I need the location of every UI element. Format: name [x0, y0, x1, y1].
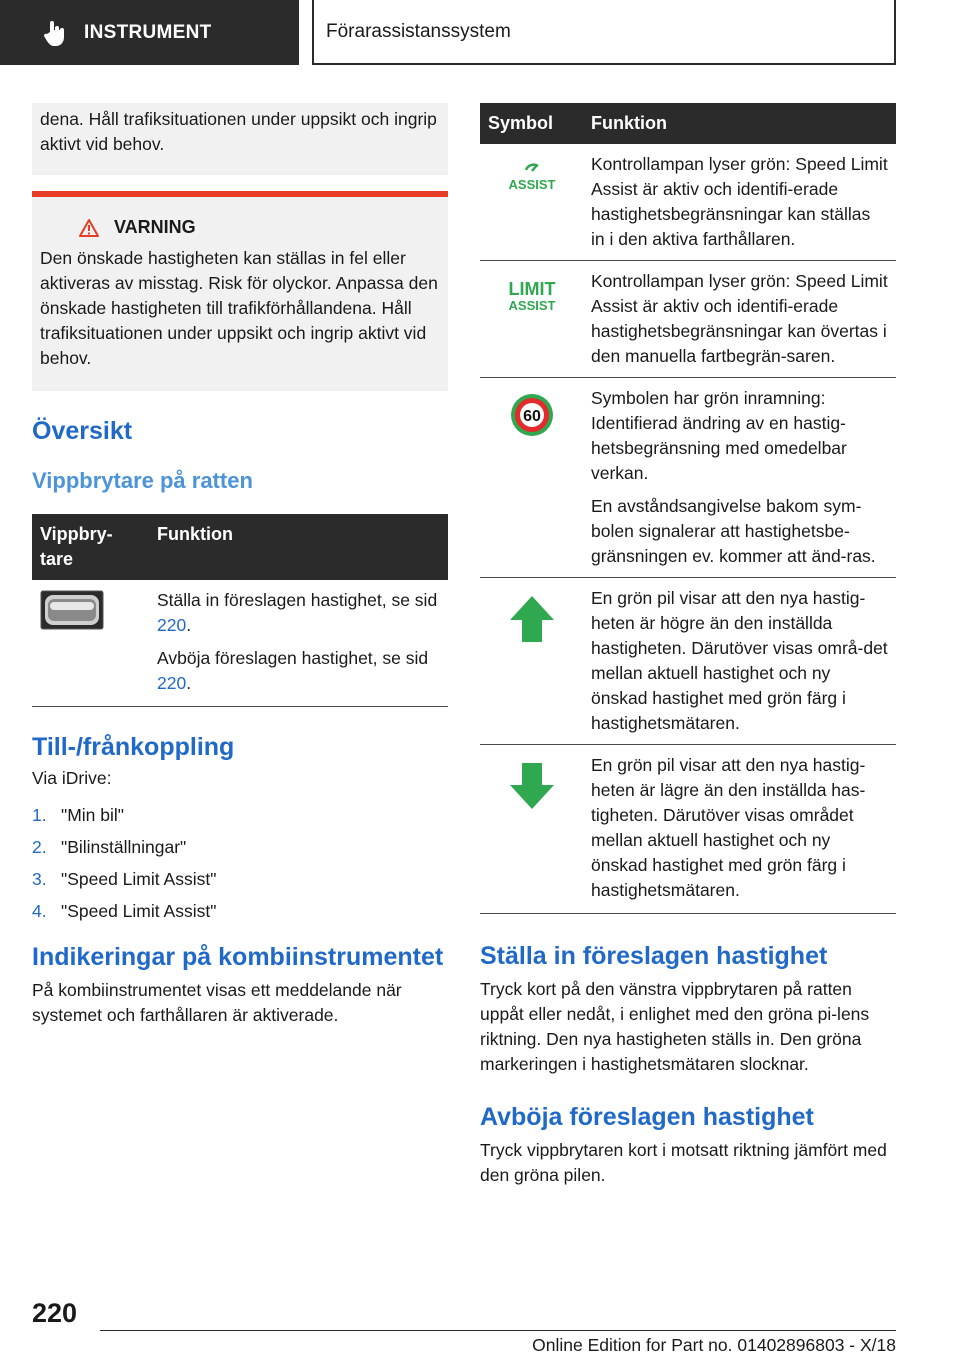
table-row: [480, 378, 896, 578]
symbol-table: [480, 103, 896, 914]
speed-sign-number: 60: [522, 408, 541, 425]
step-text: "Speed Limit Assist": [61, 869, 217, 889]
hand-pointer-icon: [40, 18, 70, 48]
steps-list: [32, 803, 448, 924]
warning-title-text: VARNING: [114, 217, 196, 237]
left-column: [32, 103, 448, 1028]
list-item: [32, 835, 448, 860]
symbol-row-text: En avståndsangivelse bakom sym-bolen signalerar att hastighetsbe-gränsningen ev. kommer att änd-ras.: [591, 496, 876, 566]
warning-title: [40, 215, 440, 240]
step-number: 4.: [32, 901, 47, 921]
step-text: "Min bil": [61, 805, 124, 825]
symbol-table-col-symbol: Symbol: [480, 103, 583, 144]
chapter-title: Förarassistanssystem: [326, 20, 511, 42]
paddle-heading: Vippbrytare på ratten: [32, 468, 253, 493]
list-item: [32, 867, 448, 892]
period: .: [186, 615, 192, 635]
step-text: "Speed Limit Assist": [61, 901, 217, 921]
note-text: dena. Håll trafiksituationen under uppsikt och ingrip aktivt vid behov.: [40, 109, 437, 154]
limit-assist-icon: [502, 279, 562, 315]
table-row: [32, 580, 448, 707]
paddle-row-text-2-label: Avböja föreslagen hastighet, se sid: [157, 648, 429, 668]
symbol-row-text: En grön pil visar att den nya hastig-heten är lägre än den inställda has-tigheten. Därutöver visas området mellan aktuell hastighet och ny önskad hastighet med grön färg i hastighetsmätaren.: [591, 755, 866, 900]
set-speed-heading: Ställa in föreslagen hastighet: [480, 942, 828, 970]
paddle-row-text-1-label: Ställa in föreslagen hastighet, se sid: [157, 590, 438, 610]
footer-edition: Online Edition for Part no. 01402896803 - X/18: [532, 1335, 896, 1355]
speed-sign-60-icon: [509, 392, 555, 438]
table-row: [480, 144, 896, 261]
warning-triangle-icon: [78, 218, 100, 238]
reject-speed-heading: Avböja föreslagen hastighet: [480, 1103, 814, 1131]
symbol-row-text: Symbolen har grön inramning: Identifierad ändring av en hastig-hetsbegränsning med omedelbar verkan.: [591, 388, 847, 483]
green-arrow-down-icon: [508, 761, 556, 811]
period: .: [186, 673, 192, 693]
table-row: [480, 745, 896, 914]
paddle-row-text-2: [157, 646, 440, 696]
symbol-row-text: Kontrollampan lyser grön: Speed Limit Assist är aktiv och identifi-erade hastighetsbegränsningar kan ställas in i den aktiva farthållaren.: [591, 154, 888, 249]
step-number: 1.: [32, 805, 47, 825]
paddle-row-text-1: [157, 588, 440, 638]
step-text: "Bilinställningar": [61, 837, 187, 857]
paddle-table-col-switch: Vippbry-tare: [32, 514, 149, 580]
page-link-220[interactable]: 220: [157, 615, 187, 635]
speed-assist-icon: [502, 158, 562, 194]
paddle-switch-icon: [40, 590, 104, 630]
indicators-heading: Indikeringar på kombiinstrumentet: [32, 943, 444, 971]
limit-label: LIMIT: [508, 279, 555, 299]
step-number: 3.: [32, 869, 47, 889]
warning-text: Den önskade hastigheten kan ställas in fel eller aktiveras av misstag. Risk för olyckor. Anpassa den önskade hastigheten till trafikförhållandena. Håll trafiksituationen under uppsikt och ingrip aktivt vid behov.: [40, 248, 438, 368]
page-number: 220: [32, 1298, 78, 1328]
indicators-text: På kombiinstrumentet visas ett meddelande när systemet och farthållaren är aktiverade.: [32, 980, 402, 1025]
symbol-table-col-function: Funktion: [583, 103, 896, 144]
paddle-table-col-function: Funktion: [149, 514, 448, 580]
set-speed-text: Tryck kort på den vänstra vippbrytaren på ratten uppåt eller nedåt, i enlighet med den gröna pi-lens riktning. Den nya hastigheten ställs in. Den gröna markeringen i hastighetsmätaren slocknar.: [480, 979, 870, 1074]
overview-heading: Översikt: [32, 417, 133, 445]
paddle-table: [32, 514, 448, 707]
warning-box: [32, 191, 448, 391]
section-title: INSTRUMENT: [84, 21, 212, 43]
table-row: [480, 578, 896, 745]
reject-speed-text: Tryck vippbrytaren kort i motsatt riktning jämfört med den gröna pilen.: [480, 1140, 887, 1185]
assist-label: ASSIST: [508, 177, 555, 192]
list-item: [32, 899, 448, 924]
symbol-row-text: En grön pil visar att den nya hastig-heten är högre än den inställda hastigheten. Därutöver visas områ-det mellan aktuell hastighet och ny önskad hastighet med grön färg i hastighetsmätaren.: [591, 588, 888, 733]
header-chapter-tab: [312, 0, 896, 65]
onoff-intro: Via iDrive:: [32, 768, 112, 788]
header-section-tab: [0, 0, 299, 65]
page-link-220[interactable]: 220: [157, 673, 187, 693]
onoff-heading: Till-/frånkoppling: [32, 733, 235, 761]
right-column: [480, 103, 896, 1188]
footer-divider: [100, 1330, 896, 1331]
green-arrow-up-icon: [508, 594, 556, 644]
assist-label: ASSIST: [508, 298, 555, 313]
step-number: 2.: [32, 837, 47, 857]
table-row: [480, 261, 896, 378]
symbol-row-text: Kontrollampan lyser grön: Speed Limit Assist är aktiv och identifi-erade hastighetsbegränsningar kan övertas i den manuella fartbegrän-saren.: [591, 271, 888, 366]
list-item: [32, 803, 448, 828]
note-box: [32, 103, 448, 175]
